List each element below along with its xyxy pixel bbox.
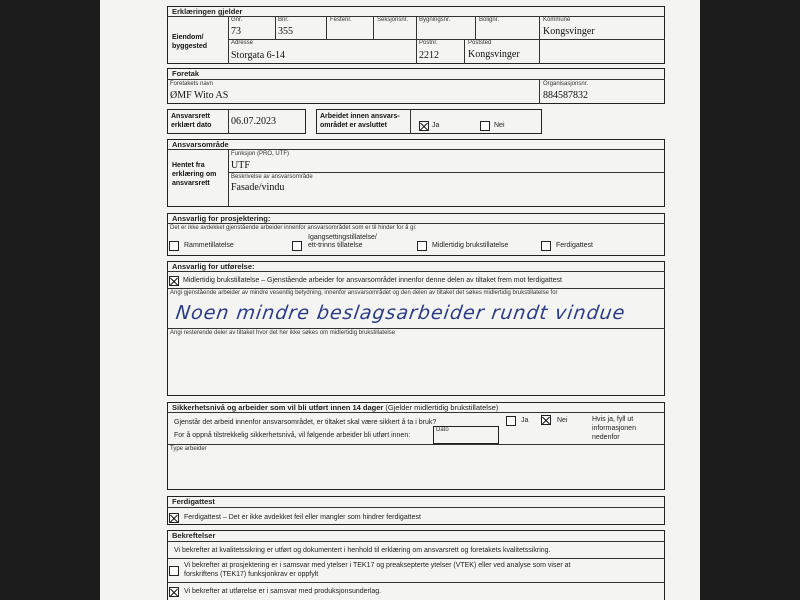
sikkerhet-header [172, 403, 498, 412]
type-arbeider-label: Type arbeider [170, 446, 207, 452]
igangsetting-checkbox[interactable] [292, 241, 302, 251]
orgnr-label: Organisasjonsnr. [543, 81, 589, 87]
bekreftelse-line3: Vi bekrefter at utførelse er i samsvar med produksjonsunderlag. [184, 588, 382, 595]
sikkerhet-dato-label: Dato [436, 427, 449, 433]
sikkerhet-q2: For å oppnå tilstrekkelig sikkerhetsnivå, vil følgende arbeider bli utført innen: [174, 432, 411, 439]
bnr-label: Bnr. [278, 17, 289, 23]
bolignr-label: Bolignr. [479, 17, 500, 23]
sikkerhet-q1: Gjenstår det arbeid innenfor ansvarsområdet, er tiltaket skal være sikkert å ta i bruk? [174, 419, 437, 426]
gjenstaende-label: Angi gjenstående arbeider av mindre vesentlig betydning, innenfor ansvarsområdet og den delen av tiltaket det søkes midlertidig brukstillatelse for [170, 290, 558, 296]
gnr-label: Gnr. [231, 17, 243, 23]
utforelse-midlertidig-label: Midlertidig brukstillatelse – Gjenstående arbeider for ansvarsområdet innenfor denne delen av tiltaket frem mot ferdigattest [183, 277, 562, 284]
eiendom-label: Eiendom/ byggested [172, 34, 208, 50]
beskrivelse-label: Beskrivelse av ansvarsområde [231, 174, 313, 180]
document-page [100, 0, 700, 600]
foretak-header: Foretak [172, 69, 200, 78]
foretak-navn: ØMF Wito AS [170, 90, 229, 101]
kommune-label: Kommune [543, 17, 571, 23]
sikkerhet-nei-checkbox[interactable] [541, 415, 551, 425]
rammetillatelse-label: Rammetillatelse [184, 242, 234, 249]
poststed-label: Poststed [468, 40, 492, 46]
avsluttet-nei-label: Nei [494, 122, 505, 129]
utforelse-header: Ansvarlig for utførelse: [172, 262, 255, 271]
funksjon-value: UTF [231, 160, 250, 171]
bekreftelse-prosjektering-checkbox[interactable] [169, 566, 179, 576]
hentet-fra-label: Hentet fra erklæring om ansvarsrett [172, 162, 217, 187]
handwritten-gjenstaende: Noen mindre beslagsarbeider rundt vindue [174, 302, 628, 324]
section-foretak [167, 68, 665, 104]
avsluttet-label: Arbeidet innen ansvars- området er avsluttet [320, 113, 400, 129]
bekreftelse-line1: Vi bekrefter at kvalitetssikring er utført og dokumentert i henhold til erklæring om ansvarsrett og foretakets kvalitetssikring. [174, 547, 551, 554]
ferdigattest-text: Ferdigattest – Det er ikke avdekket feil eller mangler som hindrer ferdigattest [184, 514, 421, 521]
adresse-value: Storgata 6-14 [231, 50, 285, 61]
postnr-value: 2212 [419, 50, 439, 61]
sikkerhet-ja-checkbox[interactable] [506, 416, 516, 426]
sikkerhet-ja-label: Ja [521, 417, 529, 424]
ansvarsomrade-header: Ansvarsområde [172, 140, 229, 149]
seksjonsnr-label: Seksjonsnr. [377, 17, 409, 23]
prosjektering-header: Ansvarlig for prosjektering: [172, 214, 271, 223]
ansvarsrett-label: Ansvarsrett erklært dato [171, 113, 212, 129]
foretak-navn-label: Foretakets navn [170, 81, 214, 87]
avsluttet-ja-checkbox[interactable] [419, 121, 429, 131]
bekreftelser-header: Bekreftelser [172, 531, 216, 540]
prosjektering-intro: Det er ikke avdekket gjenstående arbeider innenfor ansvarsområdet som er til hinder for å gi: [170, 225, 417, 231]
ferdigattest-checkbox[interactable] [169, 513, 179, 523]
utforelse-midlertidig-checkbox[interactable] [169, 276, 179, 286]
avsluttet-nei-checkbox[interactable] [480, 121, 490, 131]
beskrivelse-value: Fasade/vindu [231, 182, 285, 193]
ferdigattest-header: Ferdigattest [172, 497, 215, 506]
bygningsnr-label: Bygningsnr. [419, 17, 451, 23]
resterende-label: Angi resterende deler av tiltaket hvor det her ikke søkes om midlertidig brukstillatelse [170, 330, 396, 336]
gnr-value: 73 [231, 26, 241, 37]
prosj-midlertidig-checkbox[interactable] [417, 241, 427, 251]
prosj-ferdigattest-checkbox[interactable] [541, 241, 551, 251]
ansvarsrett-dato: 06.07.2023 [231, 116, 276, 127]
sikkerhet-nei-label: Nei [557, 417, 568, 424]
rammetillatelse-checkbox[interactable] [169, 241, 179, 251]
bekreftelse-utforelse-checkbox[interactable] [169, 587, 179, 597]
sikkerhet-hvis-ja-note: Hvis ja, fyll ut informasjonen nedenfor [592, 416, 636, 441]
prosj-midlertidig-label: Midlertidig brukstillatelse [432, 242, 509, 249]
kommune-value: Kongsvinger [543, 26, 595, 37]
orgnr-value: 884587832 [543, 90, 588, 101]
adresse-label: Adresse [231, 40, 254, 46]
prosj-ferdigattest-label: Ferdigattest [556, 242, 593, 249]
poststed-value: Kongsvinger [468, 49, 520, 60]
funksjon-label: Funksjon (PRO, UTF) [231, 151, 290, 157]
igangsetting-label: Igangsettingstillatelse/ ett-trinns tillatelse [308, 234, 377, 249]
erklaering-header: Erklæringen gjelder [172, 7, 243, 16]
sikkerhet-note: (Gjelder midlertidig brukstillatelse) [385, 403, 499, 412]
sikkerhet-title: Sikkerhetsnivå og arbeider som vil bli utført innen 14 dager [172, 403, 384, 412]
postnr-label: Postnr. [419, 40, 438, 46]
bekreftelse-line2: Vi bekrefter at prosjektering er i samsvar med ytelser i TEK17 og preaksepterte ytelser (VTEK) eller ved analyse som viser at forskriftens (TEK17) funksjonkrav er oppfylt [184, 562, 571, 578]
festenr-label: Festenr. [330, 17, 352, 23]
bnr-value: 355 [278, 26, 293, 37]
avsluttet-ja-label: Ja [432, 122, 440, 129]
section-sikkerhet [167, 402, 665, 490]
